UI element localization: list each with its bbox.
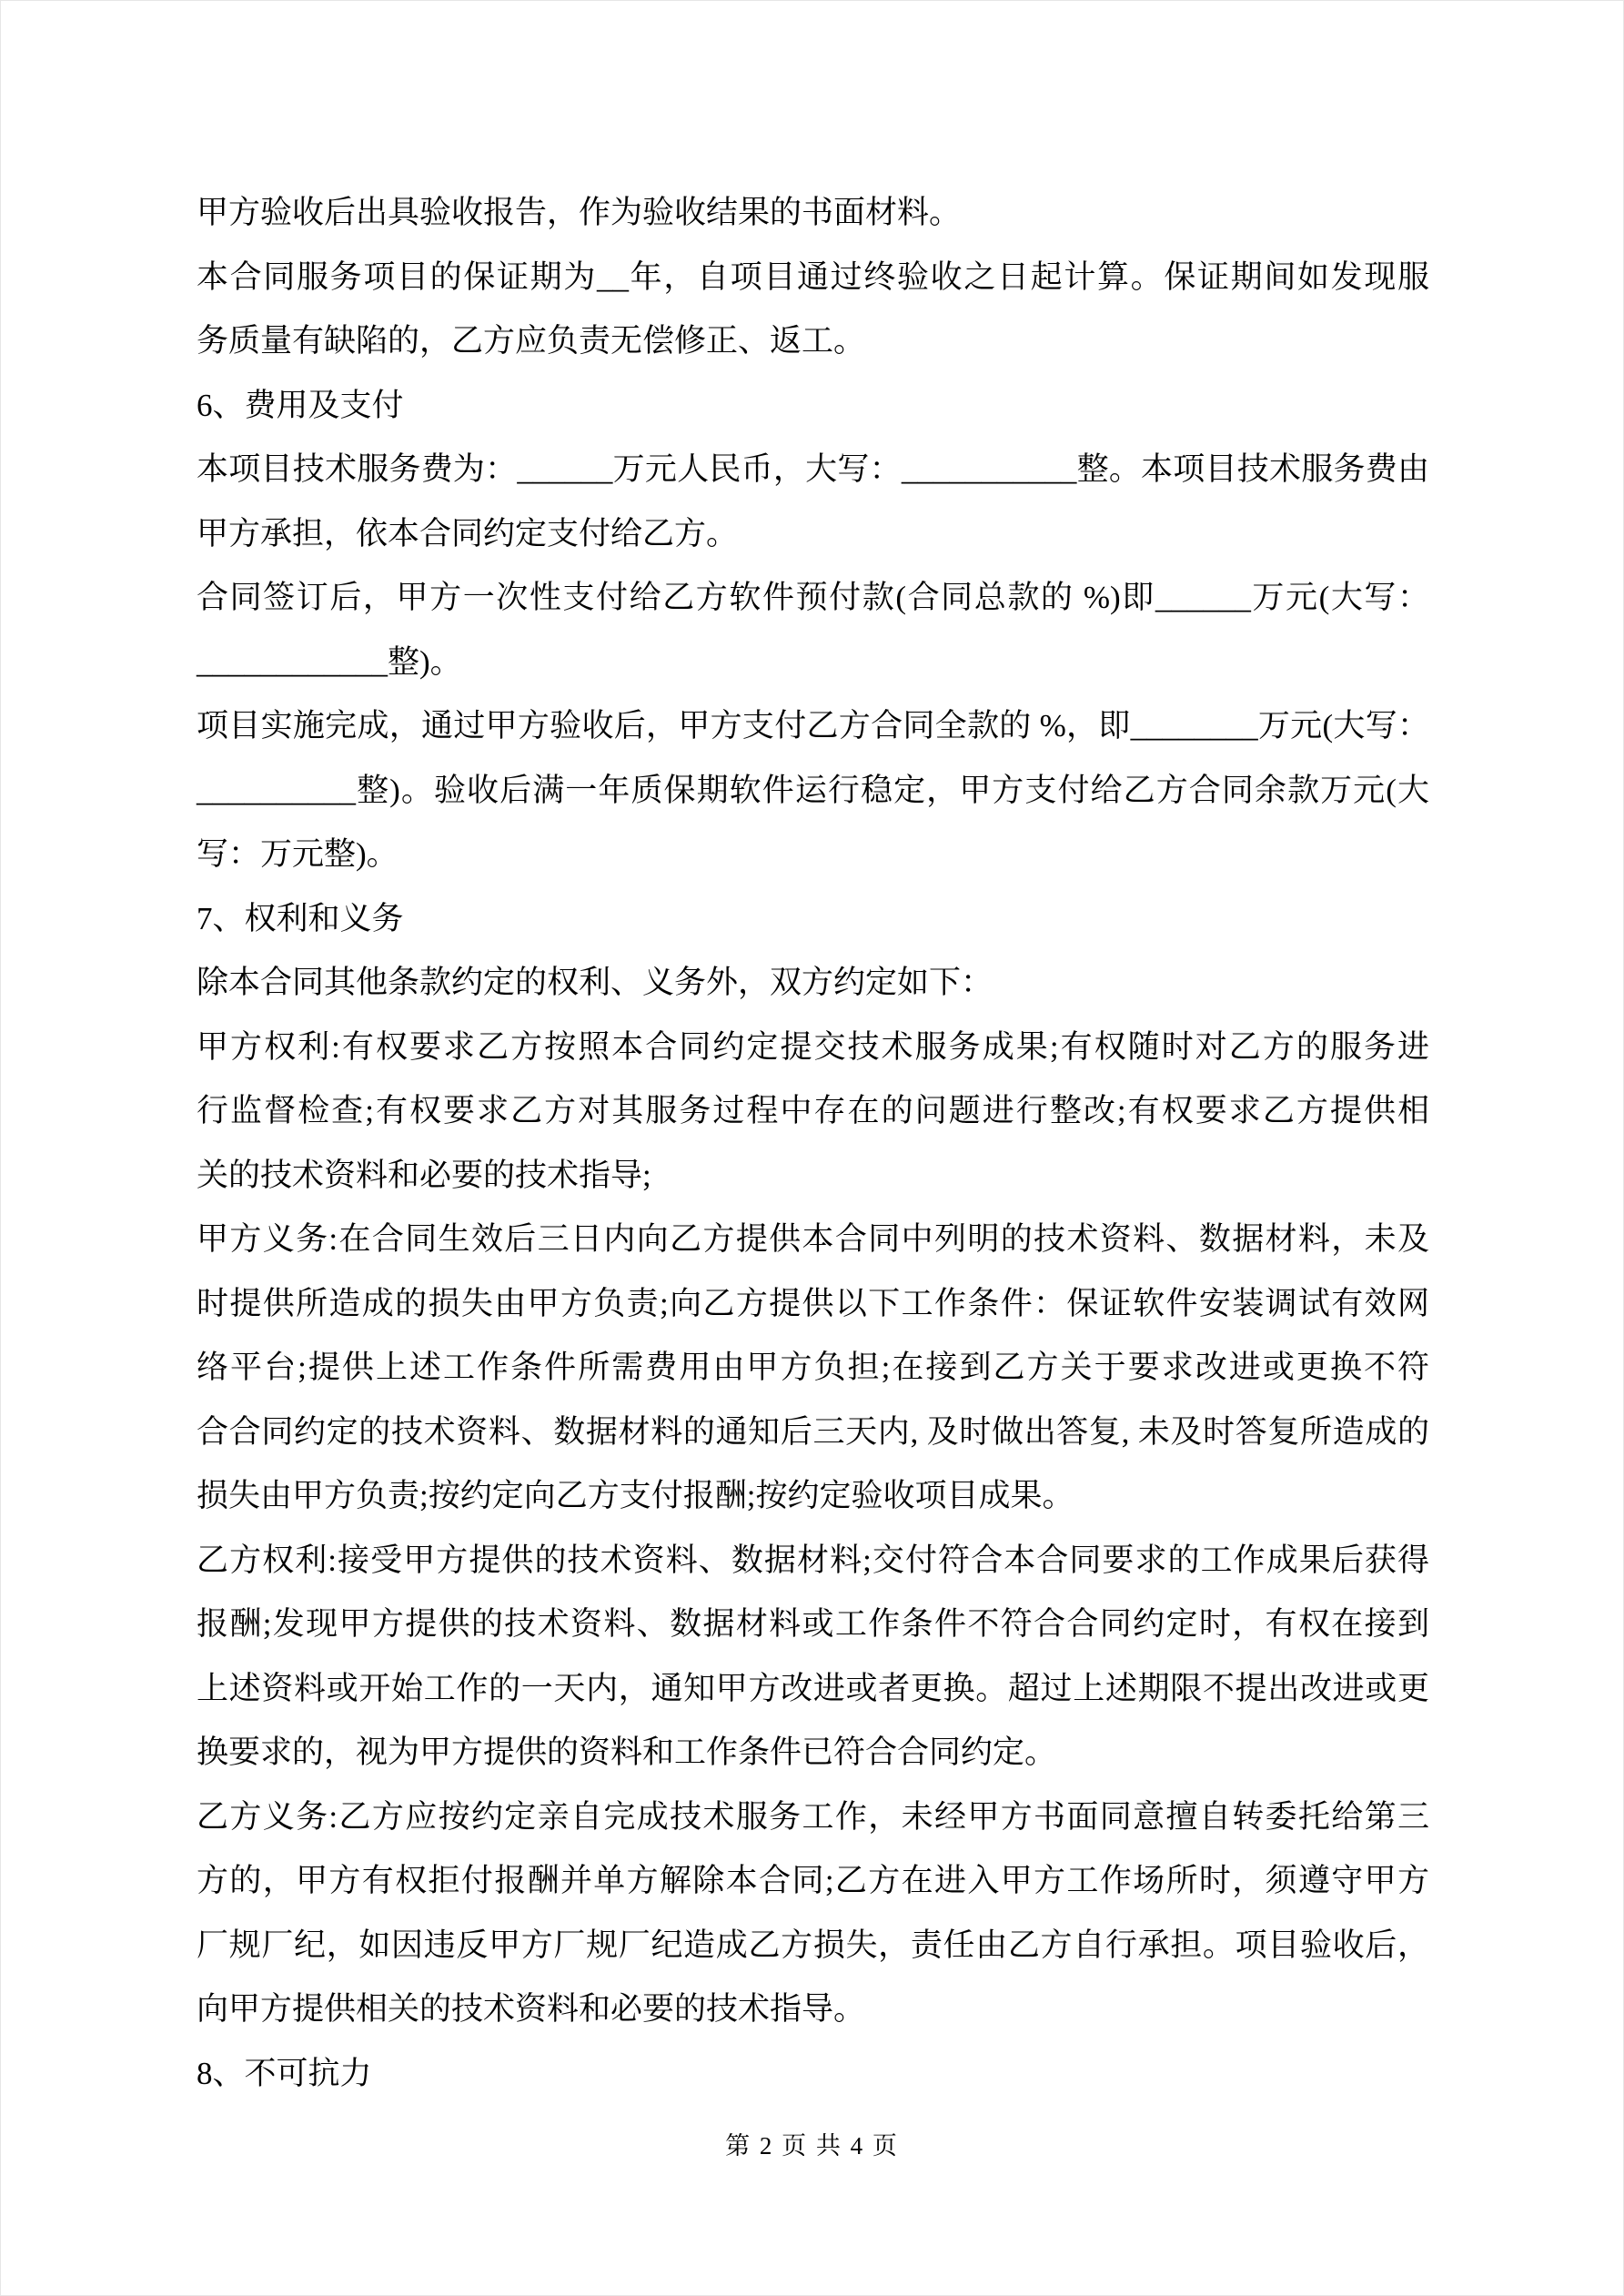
document-line: 合同签订后，甲方一次性支付给乙方软件预付款(合同总款的 %)即______万元(大写： <box>197 580 1429 615</box>
document-line: 向甲方提供相关的技术资料和必要的技术指导。 <box>197 1991 866 2027</box>
document-line: 6、费用及支付 <box>197 387 404 423</box>
document-line: 甲方权利:有权要求乙方按照本合同约定提交技术服务成果;有权随时对乙方的服务进 <box>197 1028 1429 1065</box>
document-line: 写：万元整)。 <box>197 836 398 872</box>
document-line: 甲方承担，依本合同约定支付给乙方。 <box>197 515 739 551</box>
document-body <box>197 181 1429 2106</box>
document-line: 报酬;发现甲方提供的技术资料、数据材料或工作条件不符合合同约定时，有权在接到 <box>197 1606 1429 1642</box>
document-line: 务质量有缺陷的，乙方应负责无偿修正、返工。 <box>197 323 866 359</box>
document-line: 7、权利和义务 <box>197 900 404 936</box>
document-line: ____________整)。 <box>197 643 462 680</box>
document-line: 本合同服务项目的保证期为__年，自项目通过终验收之日起计算。保证期间如发现服 <box>197 258 1429 295</box>
document-line: 合合同约定的技术资料、数据材料的通知后三天内, 及时做出答复, 未及时答复所造成的 <box>197 1413 1429 1450</box>
document-line: 络平台;提供上述工作条件所需费用由甲方负担;在接到乙方关于要求改进或更换不符 <box>197 1350 1429 1385</box>
document-line: 除本合同其他条款约定的权利、义务外，双方约定如下： <box>197 965 994 1000</box>
page-number-footer: 第 2 页 共 4 页 <box>725 2132 899 2159</box>
document-line: 厂规厂纪，如因违反甲方厂规厂纪造成乙方损失，责任由乙方自行承担。项目验收后， <box>197 1927 1429 1963</box>
document-line: 关的技术资料和必要的技术指导; <box>197 1157 651 1193</box>
document-line: 项目实施完成，通过甲方验收后，甲方支付乙方合同全款的 %，即________万元(大写： <box>197 708 1429 743</box>
document-line: 方的，甲方有权拒付报酬并单方解除本合同;乙方在进入甲方工作场所时，须遵守甲方 <box>197 1863 1429 1898</box>
document-line: 换要求的，视为甲方提供的资料和工作条件已符合合同约定。 <box>197 1735 1057 1770</box>
document-line: 损失由甲方负责;按约定向乙方支付报酬;按约定验收项目成果。 <box>197 1478 1074 1513</box>
document-line: 甲方验收后出具验收报告，作为验收结果的书面材料。 <box>197 195 962 230</box>
document-line: 乙方义务:乙方应按约定亲自完成技术服务工作，未经甲方书面同意擅自转委托给第三 <box>197 1798 1429 1835</box>
document-line: 甲方义务:在合同生效后三日内向乙方提供本合同中列明的技术资料、数据材料，未及 <box>197 1221 1429 1257</box>
document-line: 乙方权利:接受甲方提供的技术资料、数据材料;交付符合本合同要求的工作成果后获得 <box>197 1542 1429 1578</box>
document-line: 本项目技术服务费为：______万元人民币，大写：___________整。本项目技术服务费由 <box>197 451 1429 487</box>
document-line: __________整)。验收后满一年质保期软件运行稳定，甲方支付给乙方合同余款万元(大 <box>197 772 1429 808</box>
document-line: 8、不可抗力 <box>197 2055 372 2091</box>
document-line: 时提供所造成的损失由甲方负责;向乙方提供以下工作条件：保证软件安装调试有效网 <box>197 1285 1429 1321</box>
document-line: 行监督检查;有权要求乙方对其服务过程中存在的问题进行整改;有权要求乙方提供相 <box>197 1093 1429 1128</box>
document-line: 上述资料或开始工作的一天内，通知甲方改进或者更换。超过上述期限不提出改进或更 <box>197 1670 1429 1706</box>
